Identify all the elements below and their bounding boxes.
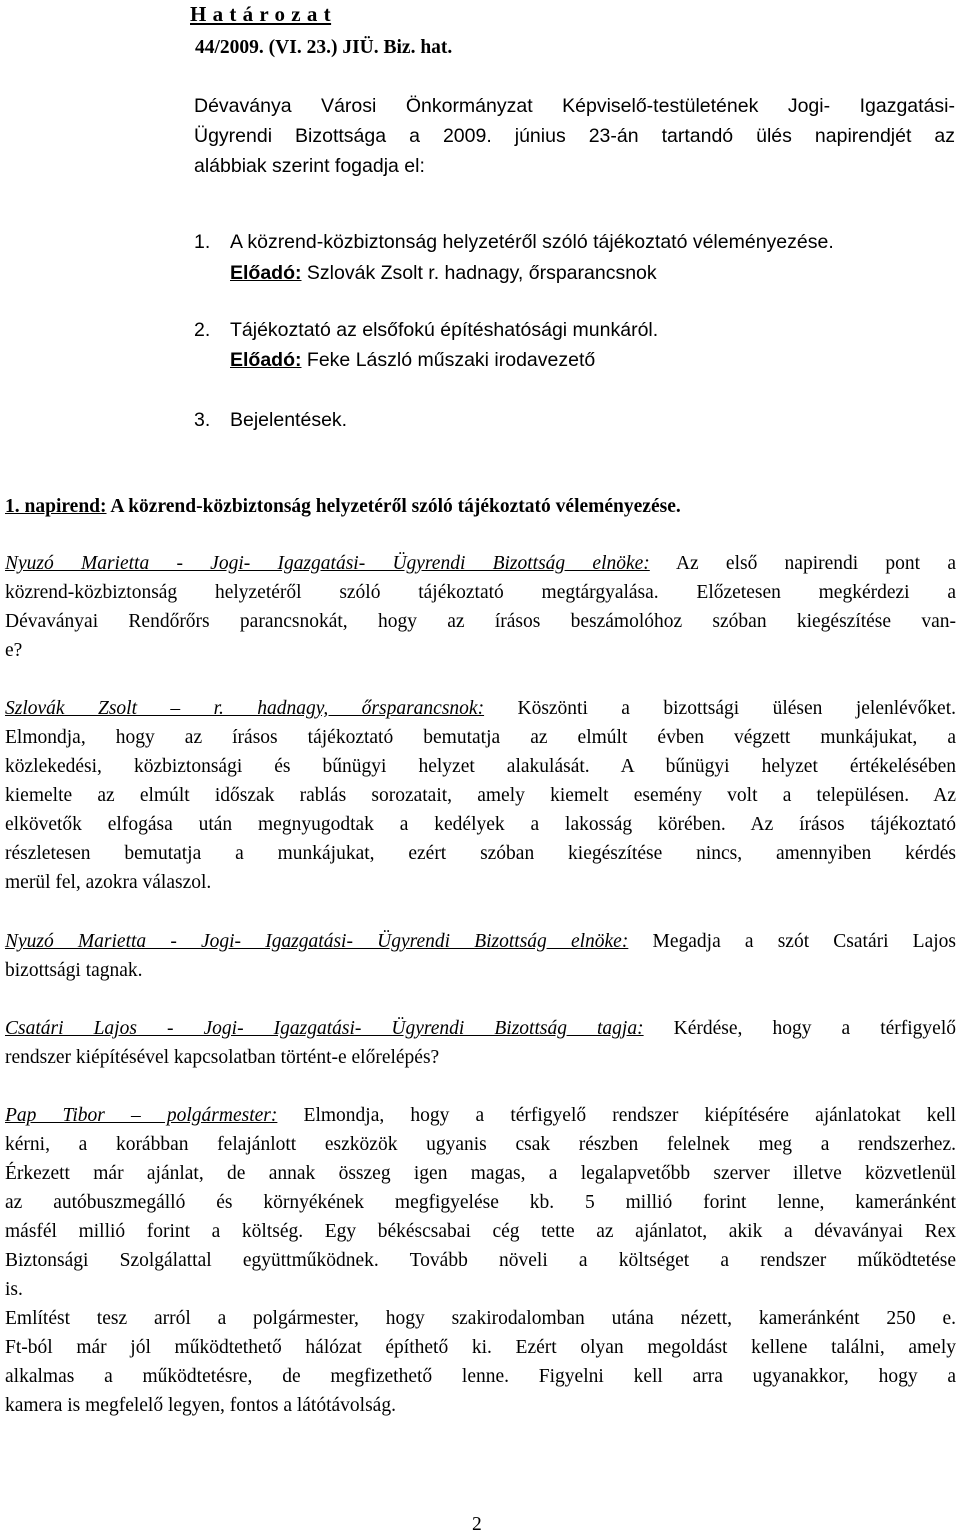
paragraph-line: bizottsági tagnak.: [5, 960, 143, 981]
paragraph-line: e?: [5, 640, 23, 661]
paragraph-line: [5, 927, 956, 957]
paragraph-line: Említést tesz arról a polgármester, hogy szakirodalomban utána nézett, kameránként 250 e.: [5, 1308, 956, 1329]
paragraph-line: is.: [5, 1279, 23, 1300]
section-label: 1. napirend:: [5, 496, 107, 517]
paragraph-line: kérni, a korábban felajánlott eszközök ugyanis csak részben felelnek meg a rendszerhez.: [5, 1134, 956, 1155]
paragraph-line: elkövetők elfogása után megnyugodtak a kedélyek a lakosság körében. Az írásos tájékoztató: [5, 814, 956, 835]
paragraph-line: részletesen bemutatja a munkájukat, ezért szóban kiegészítése nincs, amennyiben kérdés: [5, 843, 956, 864]
paragraph-line: másfél millió forint a költség. Egy békéscsabai cég tette az ajánlatot, akik a dévaványai Rex: [5, 1221, 956, 1242]
paragraph-line: Elmondja, hogy az írásos tájékoztató bemutatja az elmúlt évben végzett munkájukat, a: [5, 727, 956, 748]
paragraph-line: közlekedési, közbiztonsági és bűnügyi helyzet alakulását. A bűnügyi helyzet értékelésében: [5, 756, 956, 777]
paragraph-text: Elmondja, hogy a térfigyelő rendszer kiépítésére ajánlatokat kell: [303, 1105, 956, 1126]
paragraph-line: az autóbuszmegálló és környékének megfigyelése kb. 5 millió forint lenne, kameránként: [5, 1192, 956, 1213]
paragraph-line: rendszer kiépítésével kapcsolatban történt-e előrelépés?: [5, 1047, 440, 1068]
paragraph-line: [5, 1101, 956, 1131]
paragraph-line: alkalmas a működtetésre, de megfizethető lenne. Figyelni kell arra ugyanakkor, hogy a: [5, 1366, 956, 1387]
page-number: 2: [472, 1514, 482, 1535]
speaker-name: Nyuzó Marietta - Jogi- Igazgatási- Ügyrendi Bizottság elnöke:: [5, 931, 629, 952]
agenda-presenter: [230, 346, 595, 374]
paragraph-line: [5, 1014, 956, 1044]
paragraph-line: [5, 549, 956, 579]
section-title: A közrend-közbiztonság helyzetéről szóló tájékoztató véleményezése.: [110, 496, 681, 517]
presenter-label: Előadó:: [230, 262, 302, 284]
paragraph-text: Köszönti a bizottsági ülésen jelenlévőket.: [517, 698, 957, 719]
agenda-number: 3.: [194, 409, 211, 431]
resolution-title: H a t á r o z a t: [190, 2, 332, 26]
paragraph-line: [5, 694, 956, 724]
speaker-name: Csatári Lajos - Jogi- Igazgatási- Ügyrendi Bizottság tagja:: [5, 1018, 644, 1039]
intro-line: Ügyrendi Bizottsága a 2009. június 23-án tartandó ülés napirendjét az: [194, 125, 955, 147]
agenda-item-text: Bejelentések.: [230, 409, 348, 431]
paragraph-line: közrend-közbiztonság helyzetéről szóló tájékoztató megtárgyalása. Előzetesen megkérdezi a: [5, 582, 956, 603]
paragraph-text: Megadja a szót Csatári Lajos: [652, 931, 956, 952]
speaker-name: Szlovák Zsolt – r. hadnagy, őrsparancsnok:: [5, 698, 485, 719]
paragraph-line: Biztonsági Szolgálattal együttműködnek. Tovább növeli a költséget a rendszer működtetése: [5, 1250, 956, 1271]
agenda-number: 1.: [194, 231, 211, 253]
speaker-name: Pap Tibor – polgármester:: [5, 1105, 278, 1126]
presenter-name: Feke László műszaki irodavezető: [306, 349, 596, 371]
presenter-label: Előadó:: [230, 349, 302, 371]
paragraph-text: Kérdése, hogy a térfigyelő: [673, 1018, 957, 1039]
paragraph-line: kiemelte az elmúlt időszak rablás sorozatait, amely kiemelt esemény volt a településen. Az: [5, 785, 956, 806]
speaker-name: Nyuzó Marietta - Jogi- Igazgatási- Ügyrendi Bizottság elnöke:: [5, 553, 650, 574]
intro-line: alábbiak szerint fogadja el:: [194, 155, 425, 177]
agenda-item-text: A közrend-közbiztonság helyzetéről szóló tájékoztató véleményezése.: [230, 231, 834, 253]
paragraph-line: merül fel, azokra válaszol.: [5, 872, 212, 893]
paragraph-line: Érkezett már ajánlat, de annak összeg igen magas, a legalapvetőbb szerver illetve közvetlenül: [5, 1163, 956, 1184]
paragraph-text: Az első napirendi pont a: [675, 553, 956, 574]
agenda-item-text: Tájékoztató az elsőfokú építéshatósági munkáról.: [230, 319, 659, 341]
intro-line: Dévaványa Városi Önkormányzat Képviselő-testületének Jogi- Igazgatási-: [194, 95, 955, 117]
section-heading: [5, 492, 956, 522]
resolution-number: 44/2009. (VI. 23.) JIÜ. Biz. hat.: [195, 37, 453, 58]
agenda-number: 2.: [194, 319, 211, 341]
paragraph-line: kamera is megfelelő legyen, fontos a látótávolság.: [5, 1395, 396, 1416]
paragraph-line: Ft-ból már jól működtethető hálózat építhető ki. Ezért olyan megoldást kellene találni, amely: [5, 1337, 956, 1358]
agenda-presenter: [230, 259, 657, 287]
presenter-name: Szlovák Zsolt r. hadnagy, őrsparancsnok: [306, 262, 657, 284]
paragraph-line: Dévaványai Rendőrőrs parancsnokát, hogy az írásos beszámolóhoz szóban kiegészítése van-: [5, 611, 956, 632]
